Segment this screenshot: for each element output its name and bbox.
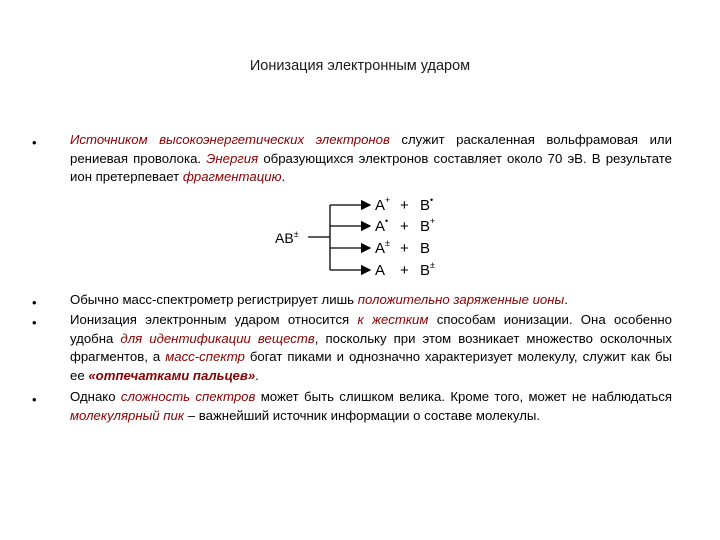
paragraph-electron-source [70,131,672,187]
text: . [255,367,259,383]
highlight-positive-ions: положительно заряженные ионы [357,292,565,307]
highlight-molecular-peak: молекулярный пик [70,407,185,423]
slide-title: Ионизация электронным ударом [249,58,471,74]
svg-text:+: + [400,240,409,257]
svg-text:B±: B± [420,260,435,279]
svg-text:+: + [400,262,409,279]
text: . [281,169,286,184]
svg-text:A±: A± [375,238,390,257]
text: Однако [70,389,121,404]
svg-text:A: A [375,262,386,279]
text: образующихся электронов составляет около 70 эВ. В результате ион претерпевает [70,150,672,184]
text: может быть слишком велика. Кроме того, может не наблюдаться [255,389,673,404]
bullet-marker: • [32,295,37,310]
text: служит раскаленная вольфрамовая или рениевая проволока. [70,132,672,166]
product-row-2 [375,216,435,235]
text: способам ионизации. Она особенно удобна [70,312,672,346]
svg-text:A•: A• [375,216,389,235]
fragmentation-diagram [270,193,470,283]
highlight-electron-source: Источником высокоэнергетических электронов [70,132,390,147]
svg-text:B•: B• [420,195,434,214]
svg-text:A+: A+ [375,195,391,214]
product-row-3 [375,238,430,257]
svg-text:B: B [420,240,431,257]
highlight-mass-spectrum: масс-спектр [165,349,245,364]
highlight-fragmentation: фрагментацию [182,169,282,184]
svg-text:+: + [400,218,409,235]
bullet-marker: • [32,135,37,150]
highlight-energy: Энергия [206,150,259,166]
text: . [564,292,568,307]
source-ion-label: AB± [275,229,299,246]
text: Обычно масс-спектрометр регистрирует лишь [70,292,358,307]
svg-text:+: + [400,197,409,214]
highlight-complexity: сложность спектров [120,389,256,404]
text: Ионизация электронным ударом относится [70,312,358,327]
text: , поскольку при этом возникает множество осколочных фрагментов, а [70,330,672,364]
highlight-fingerprints: «отпечатками пальцев» [88,367,256,383]
text: – важнейший источник информации о составе молекулы. [184,407,541,423]
bullet-marker: • [32,392,37,407]
highlight-identification: для идентификации веществ [120,330,315,346]
product-row-4 [375,260,435,279]
highlight-hard: к жестким [357,312,429,327]
paragraph-hard-ionization [70,311,672,385]
text: богат пиками и однозначно характеризует молекулу, служит как бы ее [70,349,672,383]
paragraph-spectrum-complexity [70,388,672,425]
product-row-1 [375,195,433,214]
bullet-marker: • [32,315,37,330]
svg-text:B+: B+ [420,216,436,235]
paragraph-positive-ions [70,291,672,310]
